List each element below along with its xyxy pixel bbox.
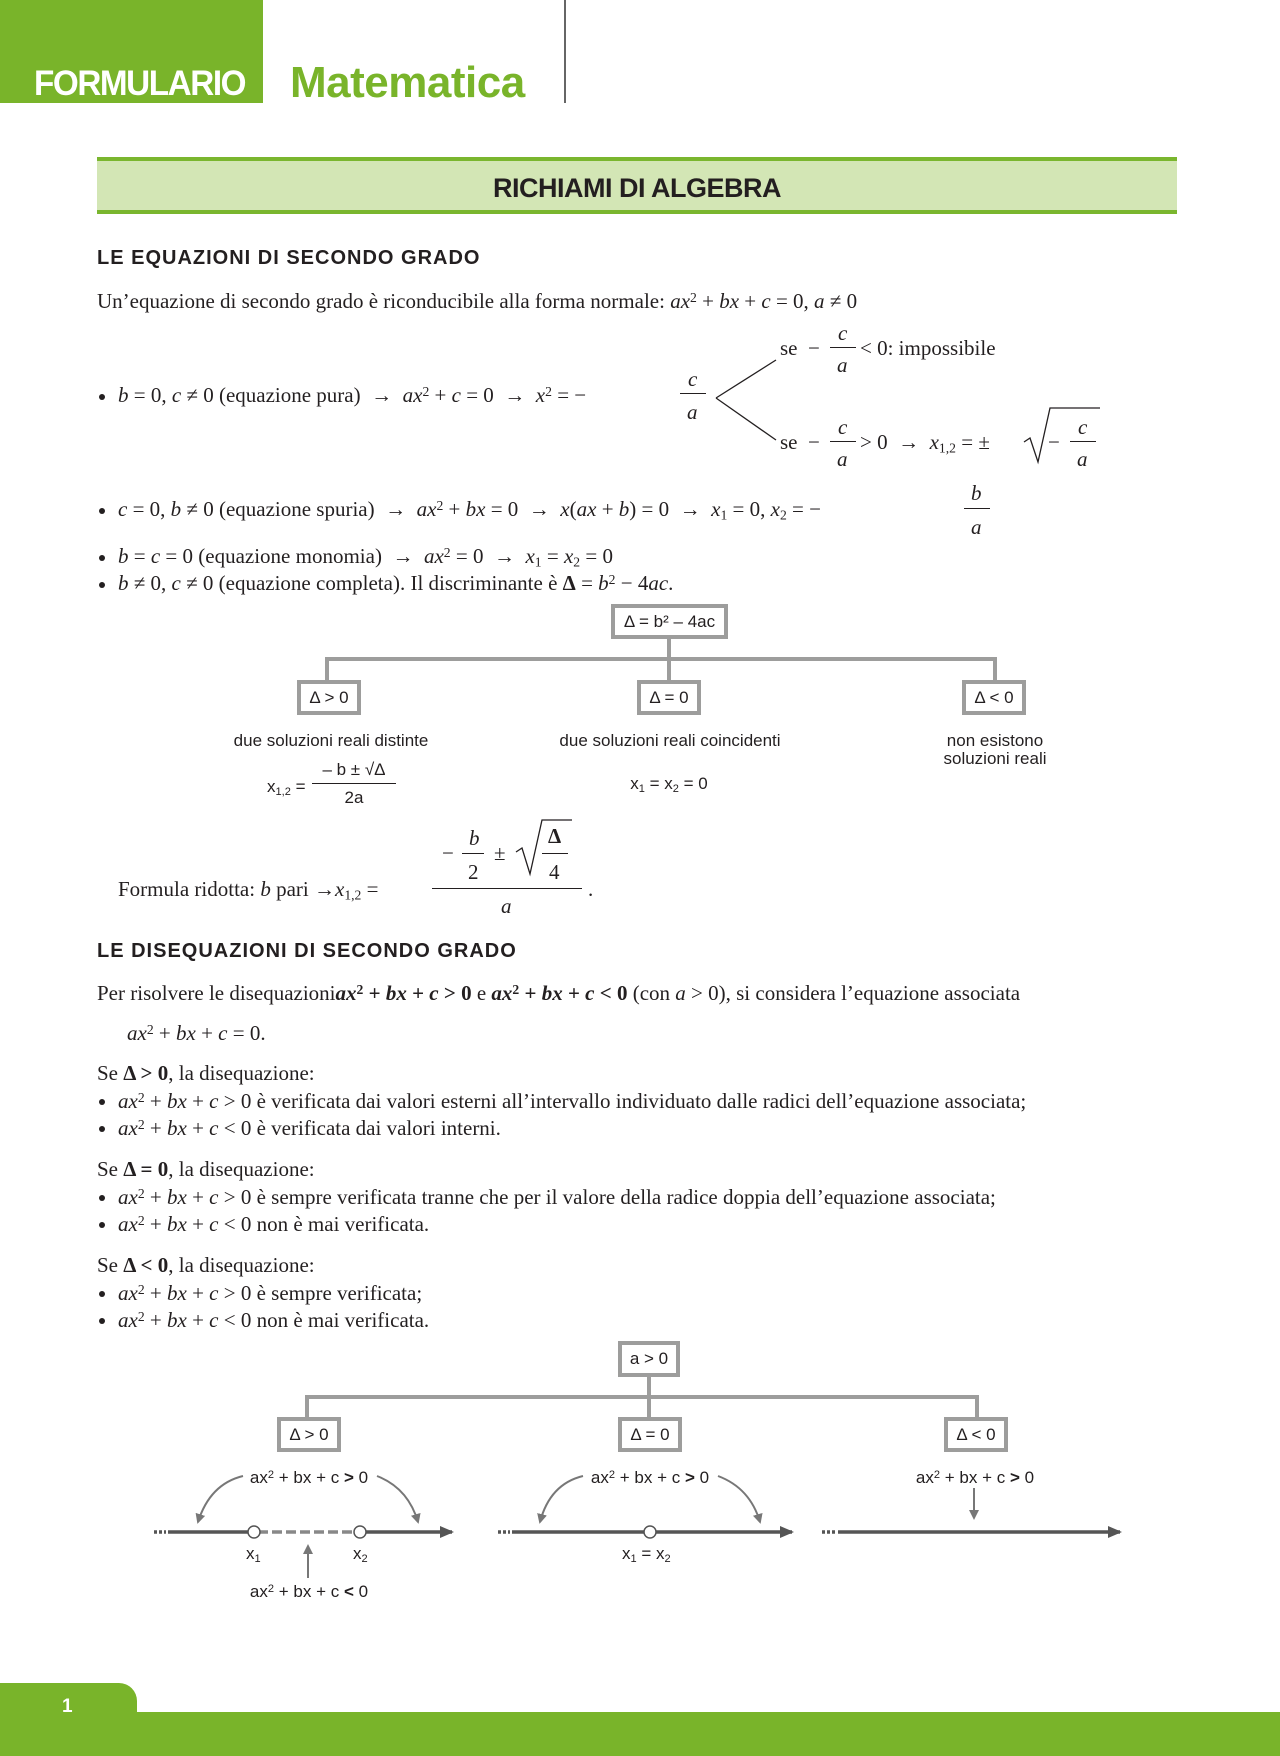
neg-2: $ax^2$ + bx + c < 0 non è mai verificata.	[118, 1308, 430, 1332]
branch-lines	[712, 358, 782, 442]
frac-bar	[462, 853, 484, 854]
eq2-heading: LE EQUAZIONI DI SECONDO GRADO	[97, 247, 481, 269]
frac-bar	[312, 783, 396, 784]
frac-bar	[964, 508, 990, 509]
root-x1x2: $x_1 = x_2$	[622, 1544, 671, 1565]
tree-line	[327, 657, 997, 661]
frac-bar	[542, 853, 568, 854]
gt-label-pos: $ax^2$ + bx + c > 0	[249, 1468, 369, 1487]
root-x1: $x_1$	[246, 1544, 261, 1565]
zero-2: $ax^2$ + bx + c < 0 non è mai verificata.	[118, 1212, 430, 1236]
pos-2: $ax^2$ + bx + c < 0 è verificata dai valori interni.	[118, 1116, 501, 1140]
bullet	[99, 1195, 105, 1201]
section-band	[97, 157, 1177, 214]
frac-num: c	[1078, 415, 1088, 439]
footer-tab	[0, 1683, 137, 1756]
bullet	[99, 1126, 105, 1132]
frac-den: a	[971, 515, 982, 539]
root-x2: $x_2$	[353, 1544, 368, 1565]
ridotta-period: .	[588, 877, 594, 901]
tree-line	[993, 657, 997, 682]
bullet	[99, 555, 105, 561]
frac-bar	[830, 347, 856, 348]
frac-den: a	[501, 894, 512, 918]
frac-den: 4	[549, 860, 560, 884]
frac-num: b	[469, 826, 480, 850]
sqrt-sign	[514, 818, 574, 878]
frac-den: 2	[468, 860, 479, 884]
eq2-pura: b = 0, c ≠ 0 (equazione pura) → $ax^2 + c = 0 \to x^2$ = −	[118, 383, 587, 407]
frac-num: c	[688, 367, 698, 391]
tree-line	[667, 657, 671, 682]
frac-den: a	[1077, 447, 1088, 471]
pura-case2-tail: > $0 \to x_{1,2}$ = ±	[860, 430, 990, 456]
pos-1: $ax^2$ + bx + c > 0 è verificata dai valori esterni all’intervallo individuato dalle radici dell’equazione associata;	[118, 1089, 1027, 1113]
frac-den: a	[837, 447, 848, 471]
frac-num: c	[838, 321, 848, 345]
tree-line	[667, 637, 671, 659]
delta-zero-box: Δ = 0	[637, 680, 701, 715]
delta-zero-box: Δ = 0	[618, 1417, 682, 1452]
bullet	[99, 1318, 105, 1324]
header-divider	[564, 0, 566, 103]
header-label: FORMULARIO	[34, 64, 246, 103]
gt-label-neg: $ax^2$ + bx + c > 0	[915, 1468, 1035, 1487]
eq2-completa: b ≠ 0, c ≠ 0 (equazione completa). Il discriminante è $\Delta = b^2 - 4ac$.	[118, 571, 674, 595]
pos-head: Se Δ > 0, la disequazione:	[97, 1061, 315, 1085]
page-number: 1	[62, 1696, 73, 1717]
pura-case2: se −	[780, 430, 820, 454]
tree-line	[647, 1375, 651, 1397]
tree-line	[975, 1395, 979, 1419]
tree-line	[305, 1395, 309, 1419]
tree-line	[307, 1395, 979, 1399]
delta-neg-box: Δ < 0	[962, 680, 1026, 715]
frac-bar	[830, 441, 856, 442]
ridotta-label: Formula ridotta:	[118, 877, 256, 901]
diseq2-heading: LE DISEQUAZIONI DI SECONDO GRADO	[97, 940, 517, 962]
bullet	[99, 1099, 105, 1105]
zero-head: Se Δ = 0, la disequazione:	[97, 1157, 315, 1181]
frac-den: a	[837, 353, 848, 377]
frac-num: Δ	[548, 824, 562, 848]
frac-bar	[432, 888, 582, 889]
a-pos-box: a > 0	[618, 1341, 680, 1377]
ridotta-pm: ±	[494, 841, 506, 865]
zero-text: due soluzioni reali coincidenti	[559, 731, 781, 750]
frac-num: c	[838, 415, 848, 439]
eq2-intro: Un’equazione di secondo grado è riconducibile alla forma normale: $ax^2$ + bx + c = 0, a ≠ 0	[97, 289, 858, 313]
bullet	[99, 508, 105, 514]
pura-case1: se −	[780, 336, 820, 360]
frac-bar	[680, 393, 706, 394]
bullet	[99, 394, 105, 400]
delta-pos-box: Δ > 0	[277, 1417, 341, 1452]
neg-1: $ax^2$ + bx + c > 0 è sempre verificata;	[118, 1281, 423, 1305]
delta-pos-box: Δ > 0	[297, 680, 361, 715]
footer-bar	[0, 1712, 1280, 1756]
diseq2-intro-2: $ax^2$ + bx + c = 0.	[127, 1021, 266, 1045]
pos-formula-lhs: $x_{1,2}$ =	[267, 777, 306, 798]
frac-den: a	[687, 400, 698, 424]
neg-text-2: soluzioni reali	[943, 749, 1047, 768]
pura-case1-tail: < 0: impossibile	[860, 336, 996, 360]
section-title: RICHIAMI DI ALGEBRA	[493, 173, 781, 203]
sqrt-sign	[1022, 406, 1102, 466]
bullet	[99, 1291, 105, 1297]
delta-neg-box: Δ < 0	[944, 1417, 1008, 1452]
header-subject: Matematica	[290, 58, 525, 107]
zero-formula: $x_1 = x_2 = 0$	[630, 774, 708, 795]
neg-head: Se Δ < 0, la disequazione:	[97, 1253, 315, 1277]
pos-formula-den: 2a	[344, 788, 364, 807]
bullet	[99, 1222, 105, 1228]
gt-label-zero: $ax^2$ + bx + c > 0	[590, 1468, 710, 1487]
ridotta: Formula ridotta: b pari $\to x_{1,2}$ =	[118, 877, 379, 903]
eq2-monomia: b = c = 0 (equazione monomia) → $ax^2 = 0 \to x_1 = x_2 = 0$	[118, 544, 613, 570]
tree-line	[647, 1395, 651, 1419]
lt-label-pos: $ax^2$ + bx + c < 0	[249, 1582, 369, 1601]
discriminant-box: Δ = b² – 4ac	[611, 604, 728, 639]
number-lines	[140, 1470, 1140, 1590]
sqrt-minus: −	[1048, 430, 1060, 454]
bullet	[99, 582, 105, 588]
pos-formula-num: – b ± √Δ	[322, 760, 386, 779]
zero-1: $ax^2$ + bx + c > 0 è sempre verificata tranne che per il valore della radice doppia dell’equazione associata;	[118, 1185, 996, 1209]
frac-num: b	[971, 481, 982, 505]
ridotta-minus: −	[442, 841, 454, 865]
diseq2-intro-1: Per risolvere le disequazioniax$^2$ + bx + c > 0 e $ax^2$ + bx + c < 0 (con a > 0), si considera l’equazione associata	[97, 981, 1021, 1005]
neg-text-1: non esistono	[946, 731, 1044, 750]
eq2-spuria: c = 0, b ≠ 0 (equazione spuria) → $ax^2$ + bx = $0 \to x(ax + b) = 0 \to x_1 = 0$, $x_2$ = −	[118, 497, 821, 523]
tree-line	[325, 657, 329, 682]
frac-bar	[1070, 441, 1096, 442]
pos-text: due soluzioni reali distinte	[233, 731, 429, 750]
